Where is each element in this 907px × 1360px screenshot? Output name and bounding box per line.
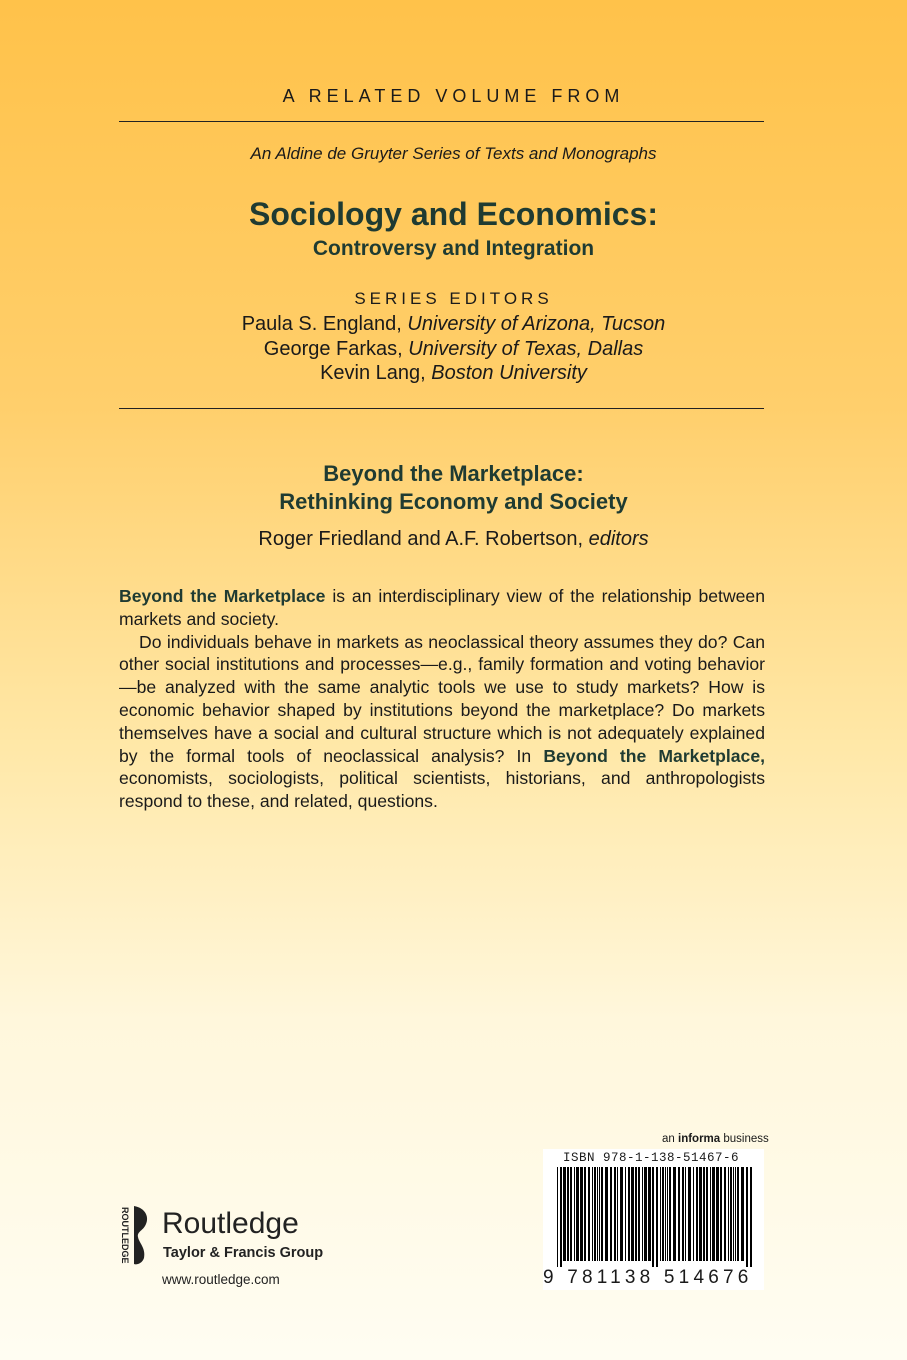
barcode-bar [560, 1167, 562, 1267]
barcode-bar [662, 1167, 664, 1261]
barcode-bar [580, 1167, 583, 1261]
description-text: is an interdisciplinary view of the relationship between markets and society. [119, 586, 765, 629]
barcode-bar [728, 1167, 729, 1261]
book-editors [0, 528, 907, 551]
barcode-bar [656, 1167, 658, 1267]
barcode-bar [614, 1167, 616, 1261]
barcode-bar [644, 1167, 647, 1261]
description-text: economists, sociologists, political scientists, historians, and anthropologists respond to these, and related, questions. [119, 768, 765, 812]
barcode-bar [638, 1167, 640, 1261]
barcode-bar [669, 1167, 671, 1261]
barcode-bar [642, 1167, 643, 1261]
barcode-bar [685, 1167, 686, 1261]
series-title: Sociology and Economics: [249, 196, 658, 232]
barcode-bar [610, 1167, 612, 1261]
barcode-bar [574, 1167, 575, 1261]
top-divider [119, 121, 764, 122]
description-book-name: Beyond the Marketplace, [543, 745, 765, 766]
barcode-bar [682, 1167, 684, 1261]
related-volume-kicker: A RELATED VOLUME FROM [282, 86, 625, 106]
barcode-bar [665, 1167, 666, 1261]
barcode-bar [584, 1167, 586, 1261]
barcode-bar [601, 1167, 603, 1261]
barcode-bar [706, 1167, 708, 1261]
ean-digits: 9 781138 514676 [543, 1267, 753, 1288]
series-subtitle: Controversy and Integration [312, 237, 595, 260]
barcode-bar [712, 1167, 715, 1261]
barcode-bar [617, 1167, 618, 1261]
barcode-bar [750, 1167, 752, 1267]
barcode-bar [678, 1167, 680, 1261]
editor-name: Paula S. England, [241, 313, 402, 335]
description-book-name: Beyond the Marketplace [119, 586, 326, 606]
barcode-bar [724, 1167, 726, 1261]
series-line: An Aldine de Gruyter Series of Texts and Monographs [250, 144, 657, 163]
barcode-bar [710, 1167, 711, 1261]
editor-name: Kevin Lang, [320, 362, 426, 384]
barcode-bar [660, 1167, 661, 1261]
book-description [119, 585, 765, 813]
book-editor-names: Roger Friedland and A.F. Robertson, [258, 528, 584, 550]
logo-wordmark: ROUTLEDGE [120, 1207, 130, 1264]
barcode-bar [620, 1167, 623, 1261]
editor-name: George Farkas, [263, 338, 403, 360]
series-editor-england [0, 313, 907, 336]
middle-divider [119, 408, 764, 409]
book-title: Beyond the Marketplace: [323, 461, 584, 486]
barcode-bar [592, 1167, 593, 1261]
barcode-bar [746, 1167, 748, 1267]
description-paragraph-1 [119, 585, 765, 631]
barcode-bar [696, 1167, 698, 1261]
book-editor-role: editors [588, 528, 649, 550]
description-paragraph-2 [119, 631, 765, 813]
barcode-bar [693, 1167, 694, 1261]
description-text: Do individuals behave in markets as neoclassical theory assumes they do? Can other social institutions and processes—e.g., family formation and voting behavior—be analyzed with the same analytic tools we use to study markets? How is economic behavior shaped by institutions beyond the marketplace? Do markets themselves have a social and cultural structure which is not adequately explained by the formal tools of neoclassical analysis? In [119, 631, 765, 766]
series-editor-lang [0, 362, 907, 385]
barcode-bar [652, 1167, 654, 1267]
barcode-bar [667, 1167, 668, 1261]
barcode-bar [557, 1167, 558, 1267]
barcode-bar [597, 1167, 598, 1261]
editor-affiliation: Boston University [431, 362, 587, 384]
barcode-bar [737, 1167, 739, 1261]
barcode-bar [699, 1167, 702, 1261]
publisher-url[interactable]: www.routledge.com [162, 1272, 280, 1287]
editor-affiliation: University of Texas, Dallas [408, 338, 644, 360]
barcode-bar [688, 1167, 691, 1261]
barcode-bar [599, 1167, 600, 1261]
barcode-bar [588, 1167, 590, 1261]
barcode-bar [716, 1167, 719, 1261]
barcode-bar [594, 1167, 596, 1261]
informa-suffix: business [720, 1133, 769, 1145]
barcode-bars [555, 1167, 755, 1267]
barcode-bar [628, 1167, 630, 1261]
barcode-bar [563, 1167, 566, 1261]
barcode-bar [733, 1167, 734, 1261]
barcode-bar [730, 1167, 732, 1261]
informa-prefix: an [662, 1133, 678, 1145]
editor-affiliation: University of Arizona, Tucson [407, 313, 666, 335]
publisher-group: Taylor & Francis Group [163, 1245, 324, 1261]
publisher-name: Routledge [162, 1207, 299, 1240]
barcode-bar [631, 1167, 634, 1261]
barcode-bar [741, 1167, 744, 1261]
barcode-bar [605, 1167, 608, 1261]
barcode-bar [570, 1167, 572, 1261]
barcode-bar [567, 1167, 569, 1261]
barcode-bar [625, 1167, 626, 1261]
barcode-bar [673, 1167, 676, 1261]
isbn-barcode [543, 1149, 764, 1290]
informa-brand: informa [678, 1133, 721, 1145]
series-editors-heading: SERIES EDITORS [354, 289, 553, 308]
series-editor-farkas [0, 338, 907, 361]
barcode-bar [648, 1167, 651, 1261]
barcode-bar [720, 1167, 722, 1261]
book-subtitle: Rethinking Economy and Society [279, 489, 628, 514]
barcode-bar [735, 1167, 736, 1261]
barcode-bar [703, 1167, 705, 1261]
routledge-logo-icon [112, 1204, 152, 1266]
informa-tagline [662, 1133, 769, 1145]
barcode-bar [576, 1167, 579, 1261]
barcode-bar [635, 1167, 637, 1261]
isbn-text: ISBN 978-1-138-51467-6 [563, 1151, 740, 1165]
